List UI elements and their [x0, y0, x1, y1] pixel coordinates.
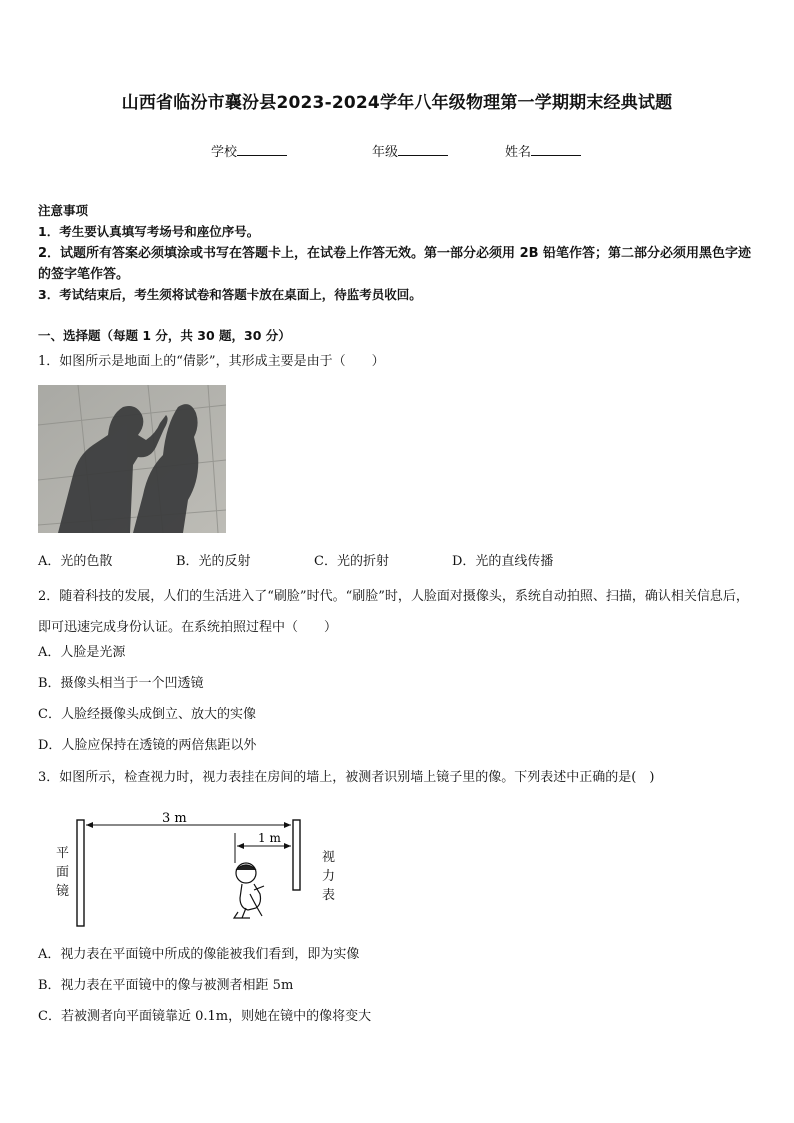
- q2-option-c[interactable]: C．人脸经摄像头成倒立、放大的实像: [38, 707, 256, 722]
- grade-blank[interactable]: [398, 143, 448, 156]
- grade-field[interactable]: [372, 141, 448, 160]
- q3-option-a[interactable]: A．视力表在平面镜中所成的像能被我们看到，即为实像: [38, 947, 360, 962]
- name-blank[interactable]: [531, 143, 581, 156]
- q2-option-d[interactable]: D．人脸应保持在透镜的两倍焦距以外: [38, 738, 257, 753]
- q2-option-a[interactable]: A．人脸是光源: [38, 645, 126, 660]
- q2-option-b[interactable]: B．摄像头相当于一个凹透镜: [38, 676, 204, 691]
- school-label: 学校: [211, 145, 238, 160]
- shadow-photo-image: [38, 385, 226, 533]
- name-label: 姓名: [505, 145, 532, 160]
- page-title: 山西省临汾市襄汾县2023-2024学年八年级物理第一学期期末经典试题: [121, 93, 673, 113]
- q2-stem: 2．随着科技的发展，人们的生活进入了“刷脸”时代。“刷脸”时，人脸面对摄像头，系统自动拍照、扫描，确认相关信息后，即可迅速完成身份认证。在系统拍照过程中（ ）: [38, 589, 749, 635]
- q1-option-d[interactable]: D．光的直线传播: [452, 554, 554, 569]
- notice-item-1: 1．考生要认真填写考场号和座位序号。: [38, 224, 260, 239]
- vision-test-diagram: [50, 808, 360, 933]
- chart-label: 视力表: [322, 850, 336, 903]
- q1-option-b[interactable]: B．光的反射: [176, 554, 251, 569]
- q1-option-a[interactable]: A．光的色散: [38, 554, 113, 569]
- notice-item-3: 3．考试结束后，考生须将试卷和答题卡放在桌面上，待监考员收回。: [38, 287, 422, 302]
- q3-option-c[interactable]: C．若被测者向平面镜靠近 0.1m，则她在镜中的像将变大: [38, 1009, 372, 1024]
- q1-stem: 1．如图所示是地面上的“倩影”，其形成主要是由于（ ）: [38, 354, 385, 369]
- school-blank[interactable]: [237, 143, 287, 156]
- dist-1m-label: 1 m: [258, 831, 281, 845]
- mirror-label: 平面镜: [56, 846, 70, 899]
- person-figure: [234, 863, 264, 918]
- school-field[interactable]: [211, 141, 287, 160]
- notice-heading: 注意事项: [38, 203, 89, 218]
- dist-3m-label: 3 m: [162, 811, 187, 826]
- eye-chart-shape: [293, 820, 300, 890]
- q3-option-b[interactable]: B．视力表在平面镜中的像与被测者相距 5m: [38, 978, 294, 993]
- q1-option-c[interactable]: C．光的折射: [314, 554, 389, 569]
- q3-diagram: [50, 808, 360, 937]
- shadow-photo: [38, 385, 226, 533]
- section-heading: 一、选择题（每题 1 分，共 30 题，30 分）: [38, 328, 291, 343]
- notice-item-2: 2．试题所有答案必须填涂或书写在答题卡上，在试卷上作答无效。第一部分必须用 2B 铅笔作答；第二部分必须用黑色字迹的签字笔作答。: [38, 246, 752, 282]
- grade-label: 年级: [372, 145, 399, 160]
- q3-stem: 3．如图所示，检查视力时，视力表挂在房间的墙上，被测者识别墙上镜子里的像。下列表述中正确的是( ): [38, 770, 655, 785]
- plane-mirror-shape: [77, 820, 84, 926]
- name-field[interactable]: [505, 141, 581, 160]
